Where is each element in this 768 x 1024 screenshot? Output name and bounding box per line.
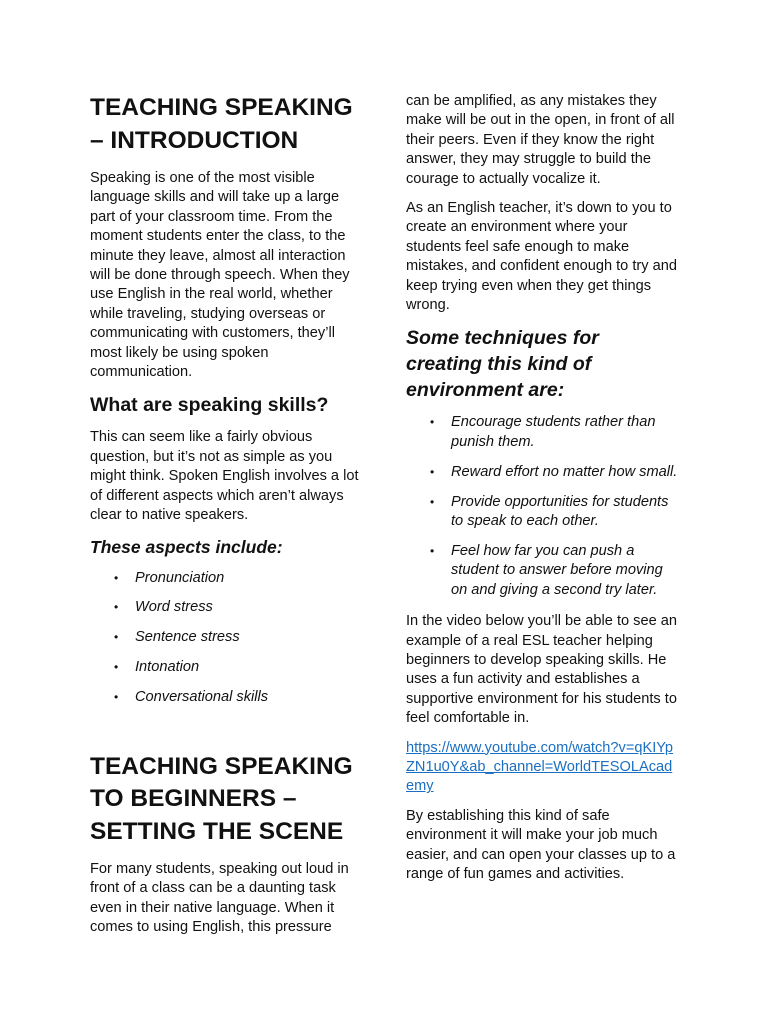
- list-item: • Provide opportunities for students to speak to each other.: [430, 493, 669, 530]
- heading-intro: TEACHING SPEAKING – INTRODUCTION: [90, 94, 353, 154]
- heading-speaking-skills: What are speaking skills?: [90, 394, 329, 417]
- paragraph-video: In the video below you’ll be able to see an example of a real ESL teacher helping beginners to develop speaking skills. He uses a fun activity and establishes a supportive environment for his students to feel comfortable in.: [406, 613, 677, 727]
- list-item: • Intonation: [135, 658, 362, 677]
- paragraph-continued: can be amplified, as any mistakes they make will be out in the open, in front of all their peers. Even if they know the right answer, they may struggle to build the courage to actually vocalize it.: [406, 93, 675, 187]
- list-item: • Reward effort no matter how small.: [451, 463, 678, 482]
- left-column: [90, 92, 362, 948]
- bullet-icon: •: [430, 464, 435, 479]
- bullet-icon: •: [430, 494, 435, 509]
- bullet-icon: •: [114, 600, 119, 615]
- list-item: • Sentence stress: [135, 628, 362, 647]
- heading-beginners: TEACHING SPEAKING TO BEGINNERS – SETTING THE SCENE: [90, 752, 353, 845]
- paragraph-beginners: For many students, speaking out loud in front of a class can be a daunting task even in their native language. When it comes to using English, this pressure: [90, 861, 349, 936]
- paragraph-closing: By establishing this kind of safe environment it will make your job much easier, and can open your classes up to a range of fun games and activities.: [406, 807, 676, 883]
- techniques-list: [406, 413, 678, 600]
- right-column: [406, 92, 678, 895]
- aspects-list: [90, 569, 362, 708]
- list-item: • Feel how far you can push a student to answer before moving on and giving a second try later.: [430, 543, 663, 598]
- list-item: • Encourage students rather than punish them.: [430, 414, 656, 450]
- heading-techniques: Some techniques for creating this kind of environment are:: [406, 327, 599, 402]
- bullet-icon: •: [114, 660, 119, 675]
- section-spacer: [90, 720, 362, 751]
- bullet-icon: •: [430, 415, 435, 430]
- bullet-icon: •: [114, 570, 119, 585]
- paragraph-intro: Speaking is one of the most visible language skills and will take up a large part of your classroom time. From the moment students enter the class, to the minute they leave, almost all interaction will be done through speech. When they use English in the real world, whether while traveling, studying overseas or communicating with customers, they’ll most likely be using spoken communication.: [90, 170, 350, 381]
- paragraph-speaking-skills: This can seem like a fairly obvious question, but it’s not as simple as you might think. Spoken English involves a lot of different aspects which aren’t always clear to native speakers.: [90, 429, 359, 524]
- bullet-icon: •: [114, 630, 119, 645]
- heading-aspects: These aspects include:: [90, 536, 283, 557]
- bullet-icon: •: [114, 690, 119, 705]
- list-item: • Word stress: [135, 598, 362, 617]
- youtube-link[interactable]: https://www.youtube.com/watch?v=qKIYpZN1u0Y&ab_channel=WorldTESOLAcademy: [406, 739, 674, 795]
- paragraph-teacher-role: As an English teacher, it’s down to you to create an environment where your students feel safe enough to make mistakes, and confident enough to try and keep trying even when they get things wrong.: [406, 200, 677, 314]
- list-item: • Pronunciation: [135, 569, 362, 588]
- list-item: • Conversational skills: [135, 688, 362, 707]
- bullet-icon: •: [430, 544, 435, 558]
